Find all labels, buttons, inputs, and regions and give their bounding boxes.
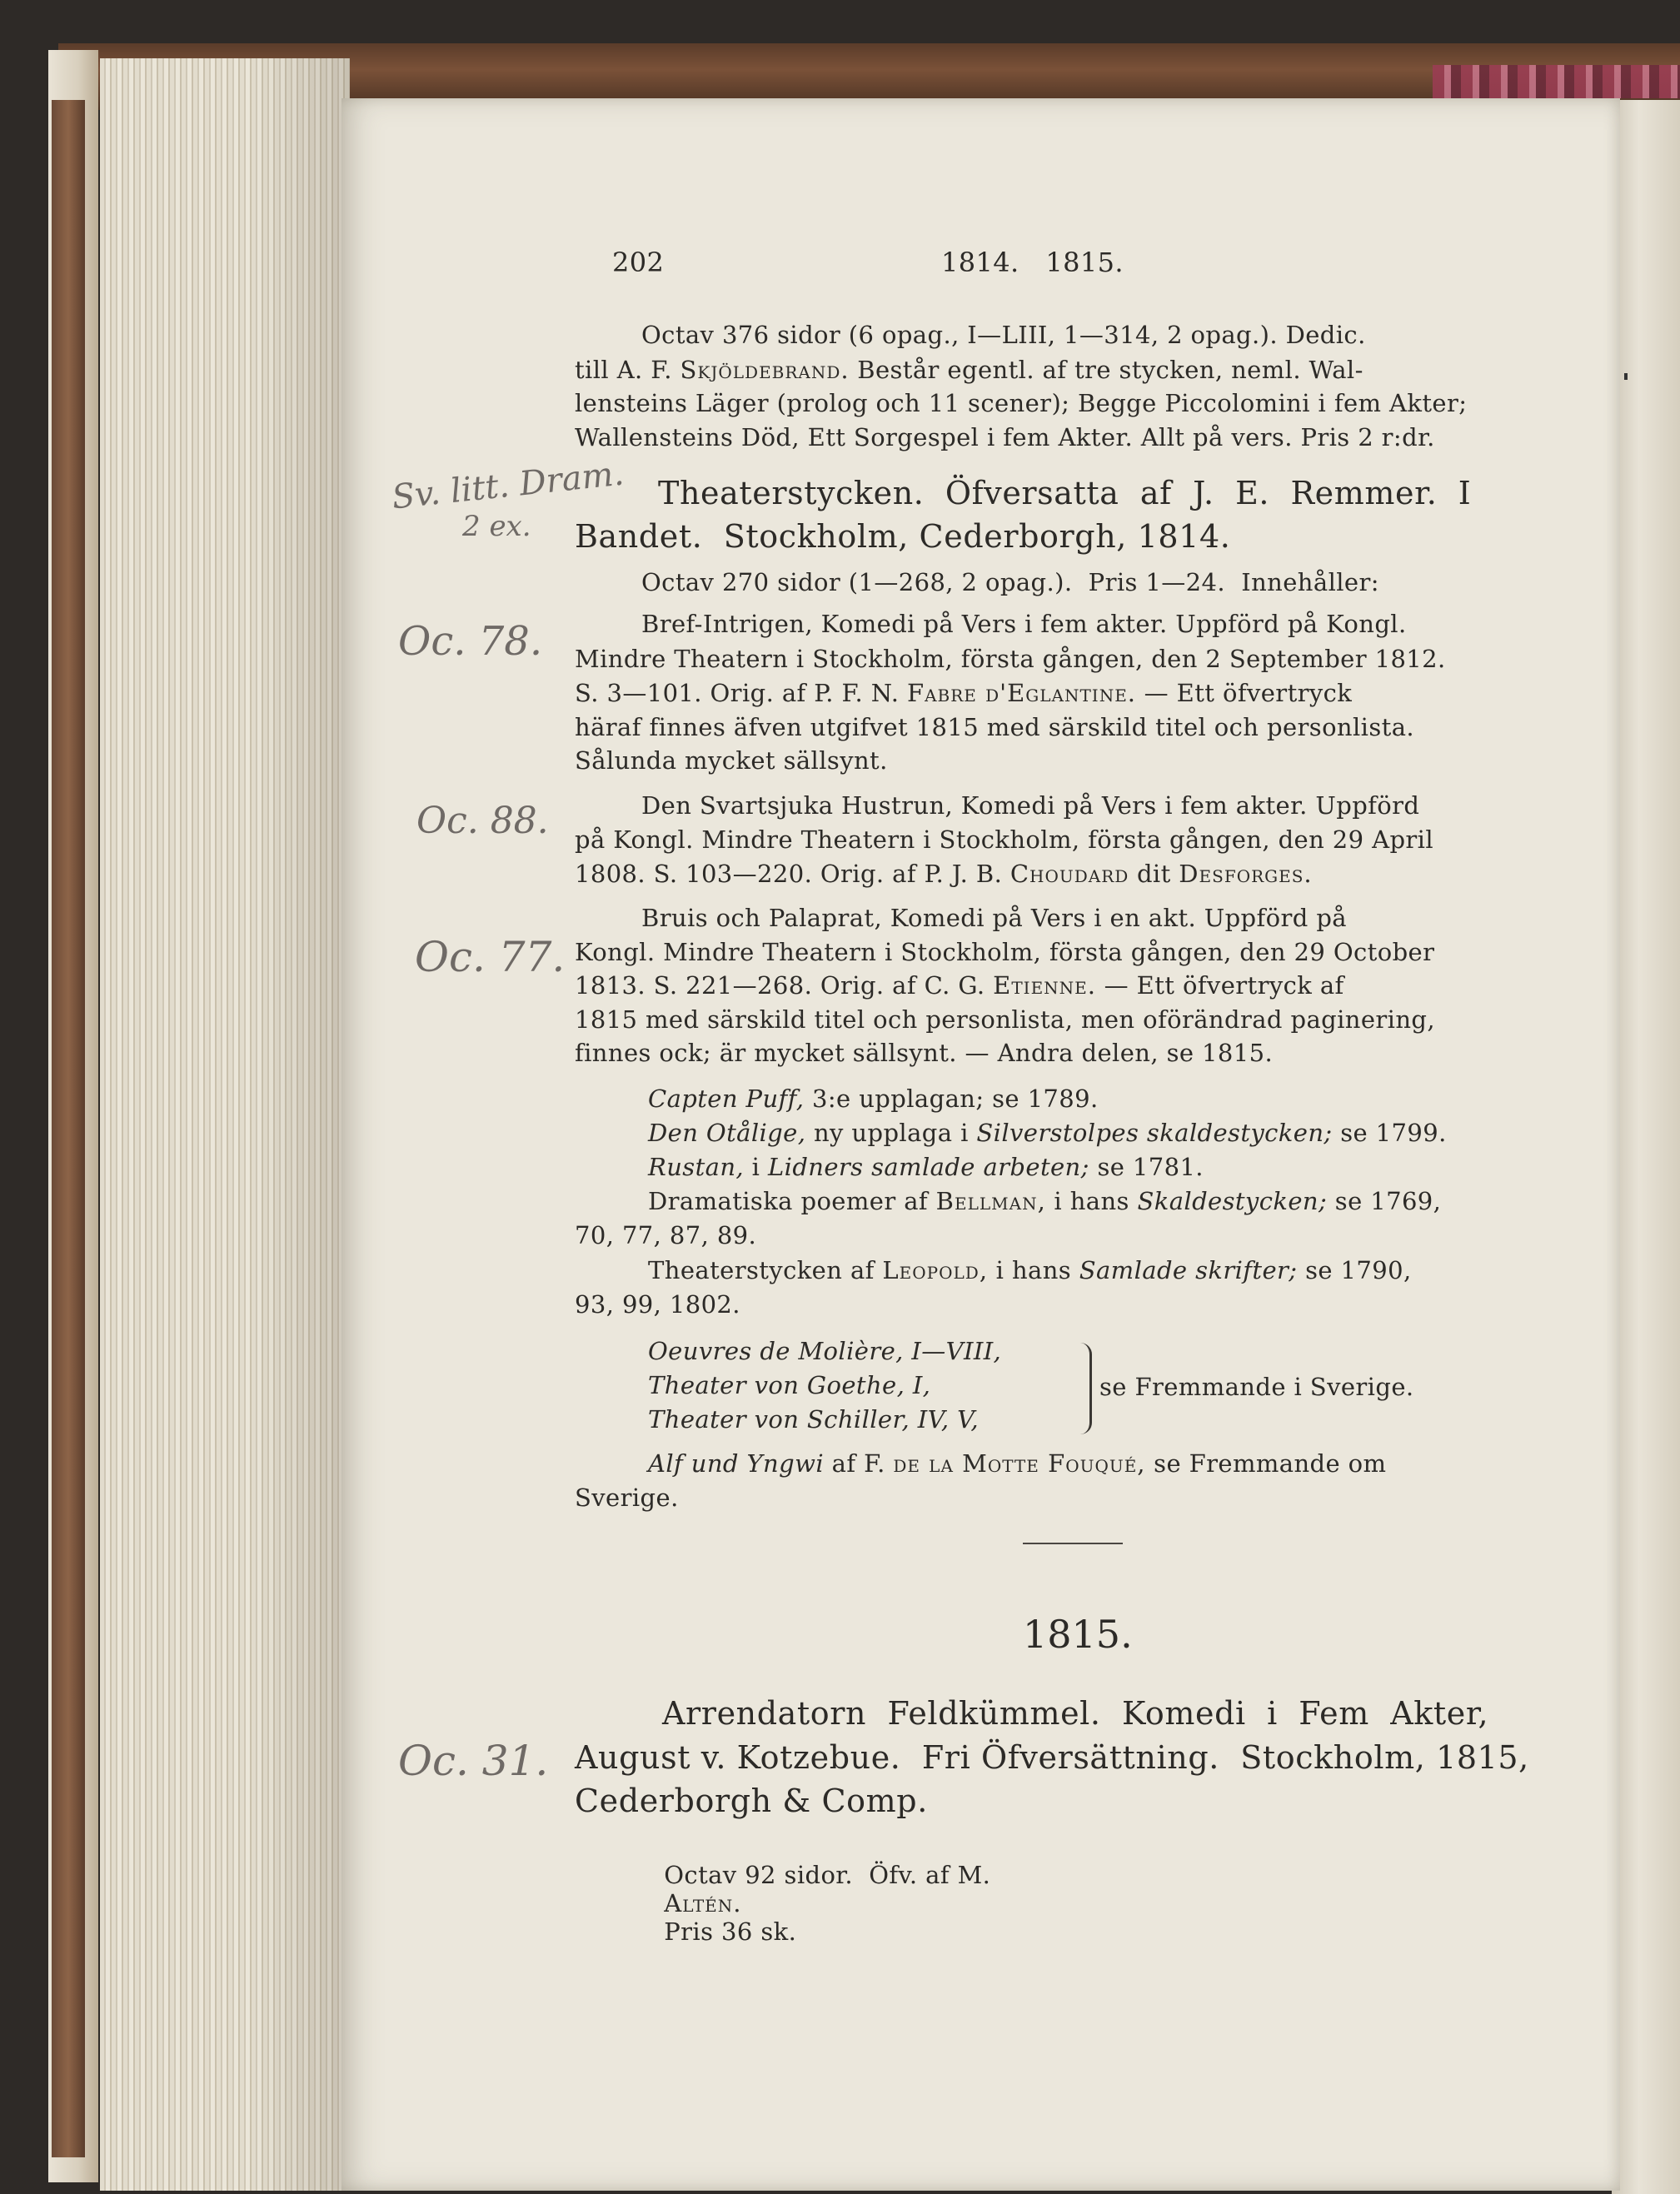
text-line: Wallensteins Död, Ett Sorgespel i fem Akter. Allt på vers. Pris 2 r:dr. bbox=[575, 423, 1435, 451]
source-title: Samlade skrifter; bbox=[1079, 1256, 1298, 1284]
reference-line bbox=[648, 1085, 1099, 1113]
text-fragment: ny upplaga i bbox=[813, 1119, 969, 1147]
text-fragment: Pris 36 sk. bbox=[664, 1917, 797, 1946]
text-line: Octav 376 sidor (6 opag., I—LIII, 1—314, 2 opag.). Dedic. bbox=[641, 321, 1366, 349]
reference-line: Theater von Schiller, IV, V, bbox=[648, 1405, 980, 1434]
text-fragment: i hans bbox=[995, 1256, 1072, 1284]
handwritten-annotation: Sv. litt. Dram. bbox=[390, 454, 626, 517]
text-line bbox=[575, 860, 1313, 888]
source-title: Silverstolpes skaldestycken; bbox=[976, 1119, 1333, 1147]
text-fragment: Octav 92 sidor. Öfv. af M. bbox=[664, 1861, 991, 1889]
author-name: Fabre d'Eglantine. bbox=[906, 679, 1137, 707]
text-fragment: Theaterstycken af bbox=[648, 1256, 875, 1284]
entry-title: August v. Kotzebue. Fri Öfversättning. Stockholm, 1815, bbox=[575, 1739, 1529, 1776]
text-fragment: 3:e upplagan; se 1789. bbox=[812, 1085, 1099, 1113]
text-fragment: se 1799. bbox=[1340, 1119, 1447, 1147]
text-fragment: Dramatiska poemer af bbox=[648, 1187, 929, 1215]
entry-description: Octav 270 sidor (1—268, 2 opag.). Pris 1—24. Innehåller: bbox=[641, 568, 1379, 596]
text-fragment: se 1790, bbox=[1305, 1256, 1412, 1284]
author-name: Skjöldebrand. bbox=[680, 356, 850, 384]
handwritten-annotation: Oc. 88. bbox=[416, 800, 549, 842]
author-name: Bellman, bbox=[935, 1187, 1046, 1215]
text-fragment: se 1781. bbox=[1097, 1153, 1204, 1181]
reference-line bbox=[648, 1119, 1447, 1147]
text-line: Den Svartsjuka Hustrun, Komedi på Vers i fem akter. Uppförd bbox=[641, 791, 1420, 820]
text-line: 1815 med särskild titel och personlista, men oförändrad paginering, bbox=[575, 1005, 1436, 1034]
grouping-brace bbox=[1074, 1343, 1092, 1434]
entry-title: Arrendatorn Feldkümmel. Komedi i Fem Akter, bbox=[662, 1695, 1489, 1732]
work-title: Den Otålige, bbox=[648, 1119, 806, 1147]
edge-mark bbox=[1624, 373, 1628, 380]
text-fragment: Består egentl. af tre stycken, neml. Wal- bbox=[857, 356, 1363, 384]
reference-line: se Fremmande i Sverige. bbox=[1099, 1373, 1414, 1401]
text-fragment: — Ett öfvertryck bbox=[1144, 679, 1353, 707]
text-fragment: S. 3—101. Orig. af P. F. N. bbox=[575, 679, 900, 707]
text-line: Mindre Theatern i Stockholm, första gången, den 2 September 1812. bbox=[575, 645, 1446, 673]
running-header-years: 1814. 1815. bbox=[941, 247, 1124, 278]
reference-line bbox=[648, 1256, 1412, 1284]
author-name: de la Motte Fouqué, bbox=[893, 1449, 1146, 1478]
facing-page-edge bbox=[1612, 100, 1680, 2194]
author-name: Choudard bbox=[1009, 860, 1129, 888]
reference-line: 70, 77, 87, 89. bbox=[575, 1221, 757, 1249]
author-name: Leopold, bbox=[882, 1256, 989, 1284]
section-heading: 1815. bbox=[1023, 1612, 1133, 1657]
reference-line bbox=[648, 1153, 1204, 1181]
text-line: Sålunda mycket sällsynt. bbox=[575, 746, 888, 775]
book-spine bbox=[52, 100, 85, 2157]
text-line bbox=[575, 356, 1363, 384]
work-title: Alf und Yngwi bbox=[648, 1449, 824, 1478]
work-title: Rustan, bbox=[648, 1153, 745, 1181]
reference-line bbox=[648, 1187, 1441, 1215]
marbled-endpaper bbox=[1433, 65, 1680, 98]
handwritten-annotation: Oc. 77. bbox=[415, 933, 566, 981]
text-fragment: se Fremmande om bbox=[1154, 1449, 1387, 1478]
text-fragment: i bbox=[751, 1153, 760, 1181]
text-line: Bref-Intrigen, Komedi på Vers i fem akter. Uppförd på Kongl. bbox=[641, 610, 1407, 638]
entry-title: Cederborgh & Comp. bbox=[575, 1783, 928, 1819]
text-line: på Kongl. Mindre Theatern i Stockholm, första gången, den 29 April bbox=[575, 825, 1434, 854]
text-line: häraf finnes äfven utgifvet 1815 med särskild titel och personlista. bbox=[575, 713, 1415, 741]
text-fragment: till A. F. bbox=[575, 356, 672, 384]
work-title: Capten Puff, bbox=[648, 1085, 805, 1113]
page-number: 202 bbox=[612, 247, 665, 278]
handwritten-annotation: Oc. 31. bbox=[398, 1737, 549, 1785]
reference-line: Sverige. bbox=[575, 1483, 679, 1512]
reference-line bbox=[648, 1449, 1386, 1478]
entry-description bbox=[648, 1832, 990, 1946]
text-fragment: i hans bbox=[1054, 1187, 1129, 1215]
text-fragment: af F. bbox=[831, 1449, 885, 1478]
text-line: finnes ock; är mycket sällsynt. — Andra delen, se 1815. bbox=[575, 1039, 1274, 1067]
author-name: Desforges. bbox=[1179, 860, 1313, 888]
section-divider bbox=[1023, 1543, 1123, 1544]
text-line bbox=[575, 971, 1344, 1000]
reference-line: Oeuvres de Molière, I—VIII, bbox=[648, 1337, 1002, 1365]
handwritten-annotation: 2 ex. bbox=[462, 510, 531, 543]
entry-title: Bandet. Stockholm, Cederborgh, 1814. bbox=[575, 518, 1231, 555]
source-title: Lidners samlade arbeten; bbox=[767, 1153, 1089, 1181]
entry-title: Theaterstycken. Öfversatta af J. E. Remmer. I bbox=[658, 475, 1472, 511]
text-fragment: dit bbox=[1136, 860, 1171, 888]
text-line: Kongl. Mindre Theatern i Stockholm, första gången, den 29 October bbox=[575, 938, 1435, 966]
text-line: Bruis och Palaprat, Komedi på Vers i en akt. Uppförd på bbox=[641, 904, 1347, 932]
text-fragment: 1813. S. 221—268. Orig. af C. G. bbox=[575, 971, 985, 1000]
reference-line: Theater von Goethe, I, bbox=[648, 1371, 931, 1399]
author-name: Altén. bbox=[664, 1889, 742, 1917]
text-fragment: — Ett öfvertryck af bbox=[1104, 971, 1344, 1000]
handwritten-annotation: Oc. 78. bbox=[398, 618, 543, 665]
text-line: lensteins Läger (prolog och 11 scener); Begge Piccolomini i fem Akter; bbox=[575, 389, 1468, 417]
text-fragment: se 1769, bbox=[1334, 1187, 1442, 1215]
source-title: Skaldestycken; bbox=[1137, 1187, 1328, 1215]
text-line bbox=[575, 679, 1352, 707]
text-fragment: 1808. S. 103—220. Orig. af P. J. B. bbox=[575, 860, 1003, 888]
reference-line: 93, 99, 1802. bbox=[575, 1290, 740, 1319]
author-name: Etienne. bbox=[993, 971, 1096, 1000]
page-edges-stack bbox=[100, 58, 350, 2191]
